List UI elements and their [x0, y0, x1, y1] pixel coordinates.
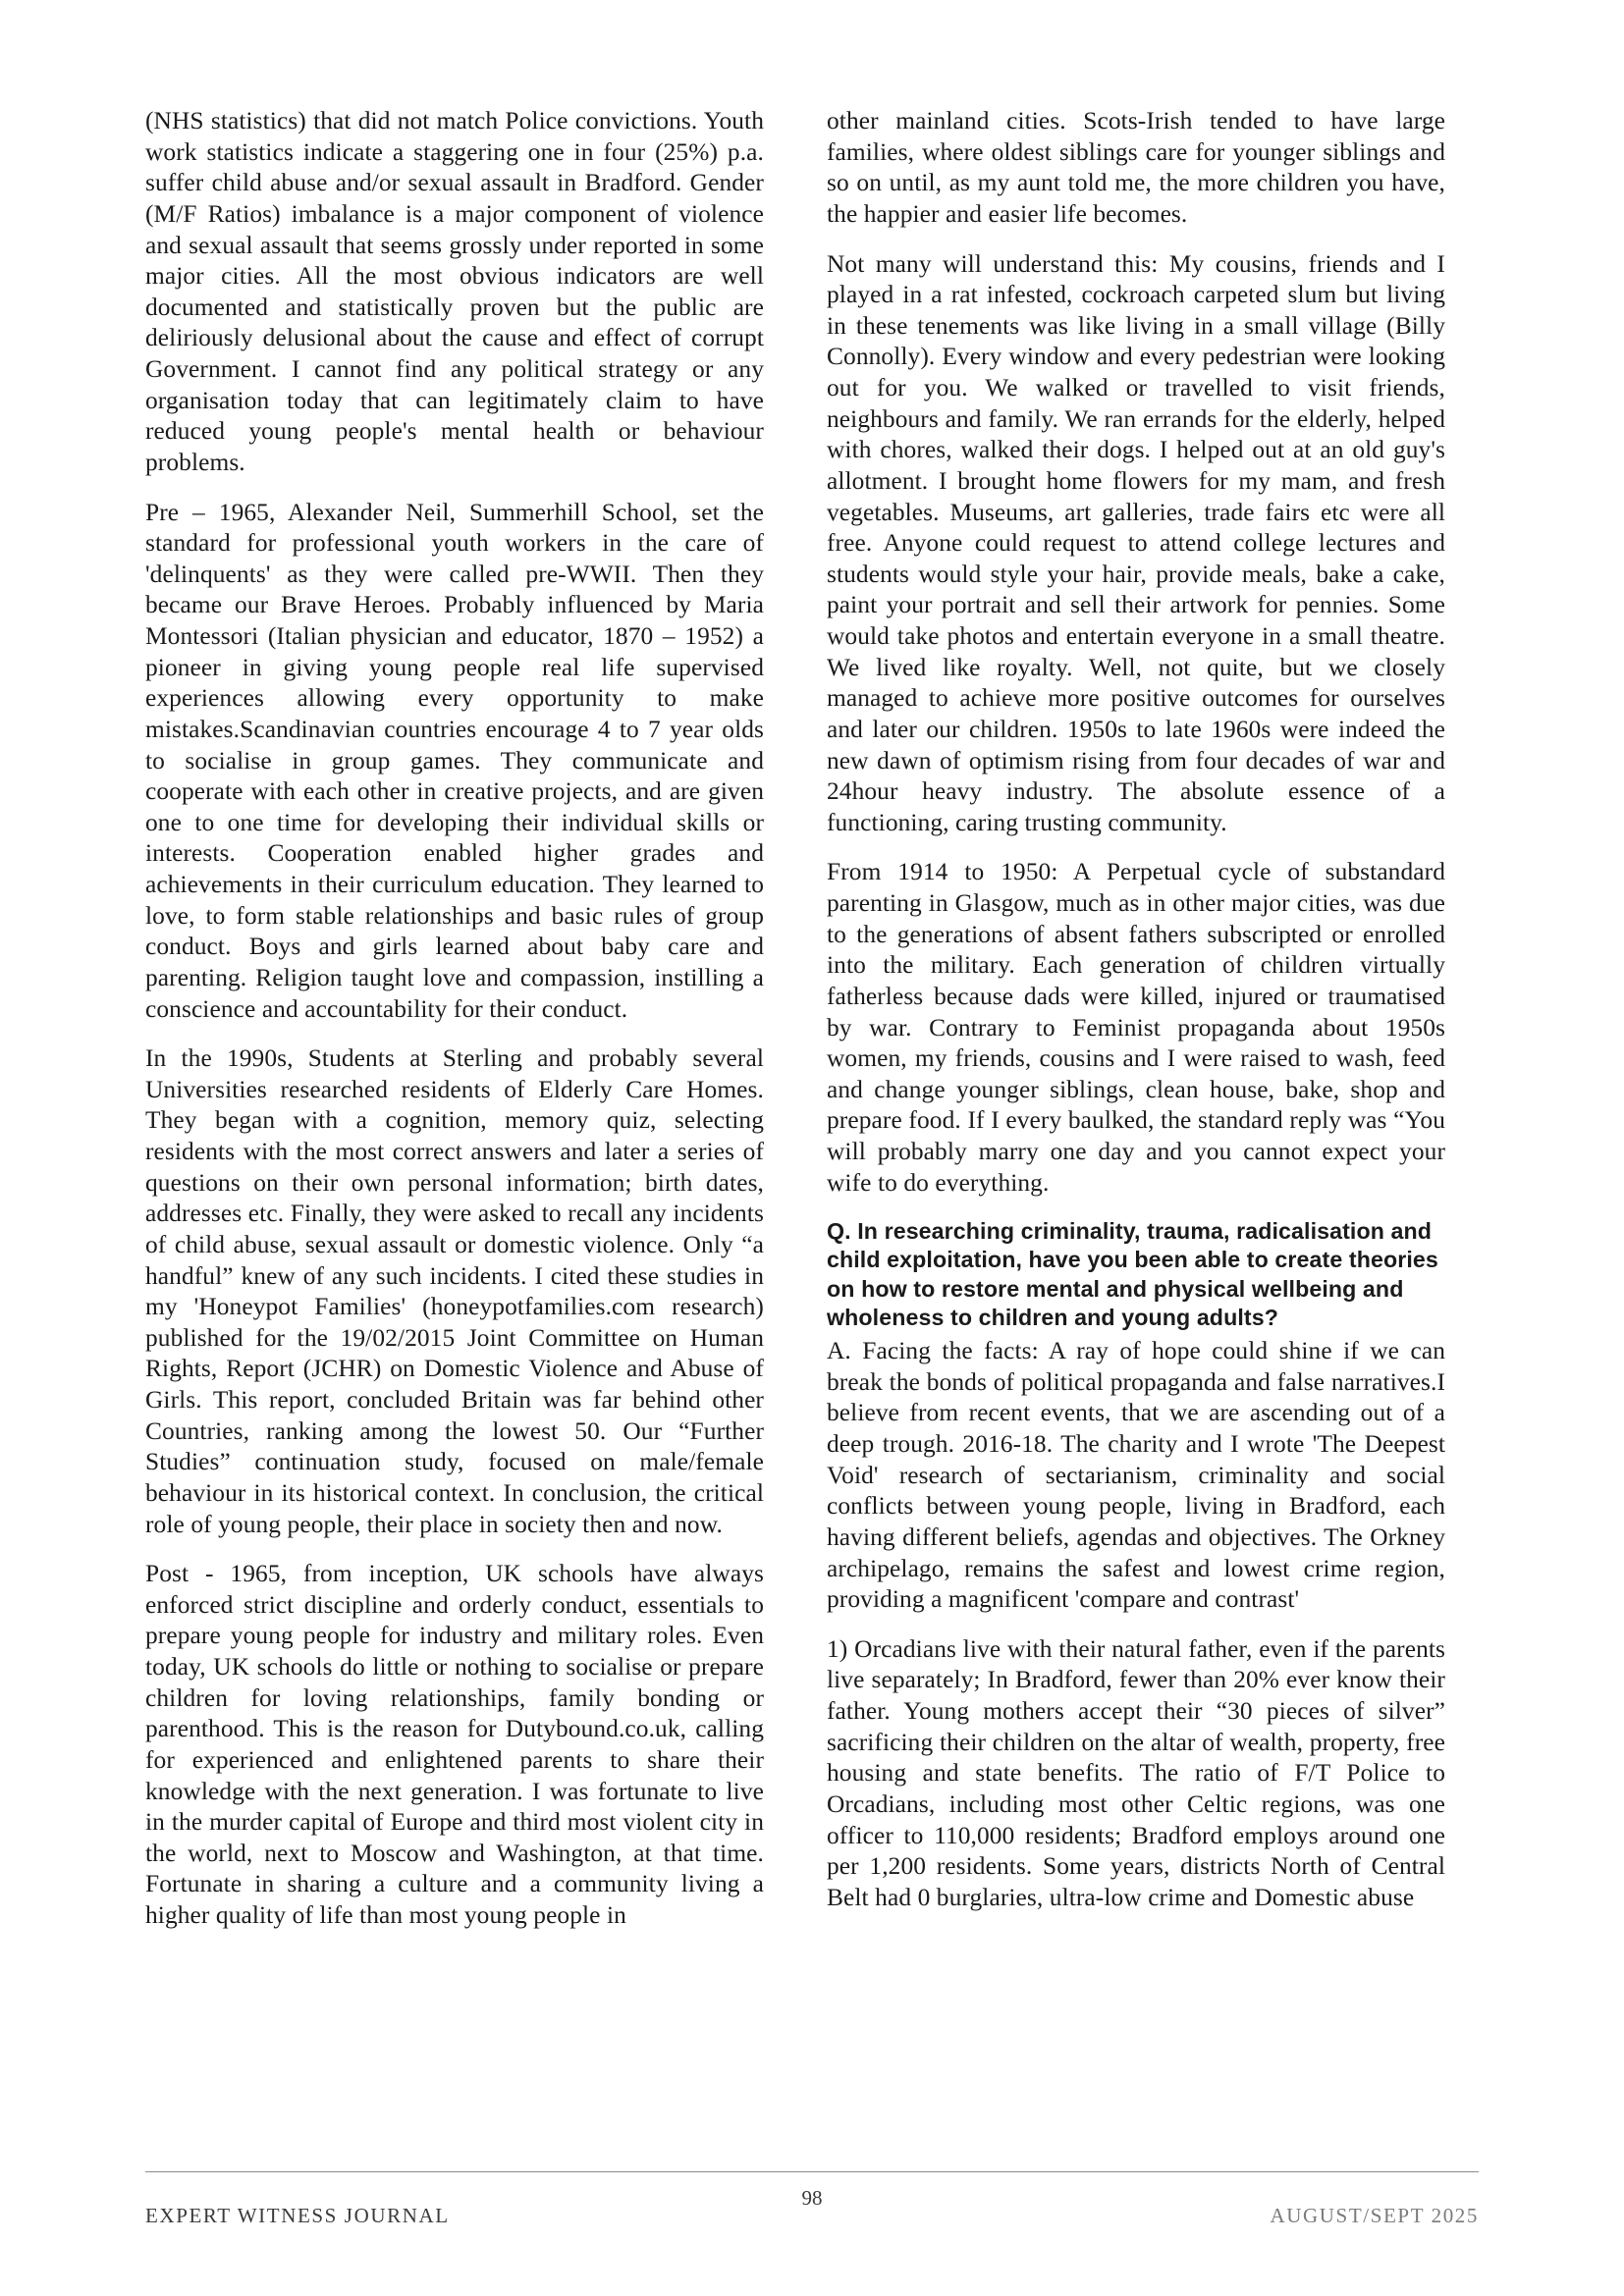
page-number: 98 [801, 2186, 823, 2210]
paragraph: In the 1990s, Students at Sterling and probably several Universities researched residents of Elderly Care Homes. They began with a cognition, memory quiz, selecting residents with the most correct answers and later a series of questions on their own personal information; birth dates, addresses etc. Finally, they were asked to recall any incidents of child abuse, sexual assault or domestic violence. Only “a handful” knew of any such incidents. I cited these studies in my 'Honeypot Families' (honeypotfamilies.com research) published for the 19/02/2015 Joint Committee on Human Rights, Report (JCHR) on Domestic Violence and Abuse of Girls. This report, concluded Britain was far behind other Countries, ranking among the lowest 50. Our “Further Studies” continuation study, focused on male/female behaviour in its historical context. In conclusion, the critical role of young people, their place in society then and now. [145, 1044, 764, 1538]
interview-answer: A. Facing the facts: A ray of hope could shine if we can break the bonds of political propaganda and false narratives.I believe from recent events, that we are ascending out of a deep trough. 2016-18. The charity and I wrote 'The Deepest Void' research of sectarianism, criminality and social conflicts between young people, living in Bradford, each having different beliefs, agendas and objectives. The Orkney archipelago, remains the safest and lowest crime region, providing a magnificent 'compare and contrast' [827, 1337, 1445, 1614]
paragraph: Post - 1965, from inception, UK schools have always enforced strict discipline and orderly conduct, essentials to prepare young people for industry and military roles. Even today, UK schools do little or nothing to socialise or prepare children for loving relationships, family bonding or parenthood. This is the reason for Dutybound.co.uk, calling for experienced and enlightened parents to share their knowledge with the next generation. I was fortunate to live in the murder capital of Europe and third most violent city in the world, next to Moscow and Washington, at that time. Fortunate in sharing a culture and a community living a higher quality of life than most young people in [145, 1560, 764, 1929]
paragraph: From 1914 to 1950: A Perpetual cycle of substandard parenting in Glasgow, much as in other major cities, was due to the generations of absent fathers subscripted or enrolled into the military. Each generation of children virtually fatherless because dads were killed, injured or traumatised by war. Contrary to Feminist propaganda about 1950s women, my friends, cousins and I were raised to wash, feed and change younger siblings, clean house, bake, shop and prepare food. If I every baulked, the standard reply was “You will probably marry one day and you cannot expect your wife to do everything. [827, 858, 1445, 1197]
paragraph: Not many will understand this: My cousins, friends and I played in a rat infested, cockroach carpeted slum but living in these tenements was like living in a small village (Billy Connolly). Every window and every pedestrian were looking out for you. We walked or travelled to visit friends, neighbours and family. We ran errands for the elderly, helped with chores, walked their dogs. I helped out at an old guy's allotment. I brought home flowers for my mam, and fresh vegetables. Museums, art galleries, trade fairs etc were all free. Anyone could request to attend college lectures and students would style your hair, provide meals, bake a cake, paint your portrait and sell their artwork for pennies. Some would take photos and entertain everyone in a small theatre. We lived like royalty. Well, not quite, but we closely managed to achieve more positive outcomes for ourselves and later our children. 1950s to late 1960s were indeed the new dawn of optimism rising from four decades of war and 24hour heavy industry. The absolute essence of a functioning, caring trusting community. [827, 249, 1445, 836]
footer-issue-date: AUGUST/SEPT 2025 [1270, 2203, 1479, 2227]
left-column [145, 106, 764, 2118]
footer-journal-title: EXPERT WITNESS JOURNAL [145, 2203, 450, 2227]
paragraph: other mainland cities. Scots-Irish tended to have large families, where oldest siblings care for younger siblings and so on until, as my aunt told me, the more children you have, the happier and easier life becomes. [827, 107, 1445, 228]
paragraph: 1) Orcadians live with their natural father, even if the parents live separately; In Bradford, fewer than 20% ever know their father. Young mothers accept their “30 pieces of silver” sacrificing their children on the altar of wealth, property, free housing and state benefits. The ratio of F/T Police to Orcadians, including most other Celtic regions, was one officer to 110,000 residents; Bradford employs around one per 1,200 residents. Some years, districts North of Central Belt had 0 burglaries, ultra-low crime and Domestic abuse [827, 1634, 1445, 1911]
paragraph: Pre – 1965, Alexander Neil, Summerhill School, set the standard for professional youth workers in the care of 'delinquents' as they were called pre-WWII. Then they became our Brave Heroes. Probably influenced by Maria Montessori (Italian physician and educator, 1870 – 1952) a pioneer in giving young people real life supervised experiences allowing every opportunity to make mistakes.Scandinavian countries encourage 4 to 7 year olds to socialise in group games. They communicate and cooperate with each other in creative projects, and are given one to one time for developing their individual skills or interests. Cooperation enabled higher grades and achievements in their curriculum education. They learned to love, to form stable relationships and basic rules of group conduct. Boys and girls learned about baby care and parenting. Religion taught love and compassion, instilling a conscience and accountability for their conduct. [145, 498, 764, 1023]
page-footer [145, 2171, 1479, 2245]
right-column [827, 106, 1445, 2118]
paragraph: (NHS statistics) that did not match Police convictions. Youth work statistics indicate a staggering one in four (25%) p.a. suffer child abuse and/or sexual assault in Bradford. Gender (M/F Ratios) imbalance is a major component of violence and sexual assault that seems grossly under reported in some major cities. All the most obvious indicators are well documented and statistically proven but the public are deliriously delusional about the cause and effect of corrupt Government. I cannot find any political strategy or any organisation today that can legitimately claim to have reduced young people's mental health or behaviour problems. [145, 107, 764, 476]
two-column-body [145, 106, 1479, 2118]
interview-question: Q. In researching criminality, trauma, radicalisation and child exploitation, have you been able to create theories on how to restore mental and physical wellbeing and wholeness to children and young adults? [827, 1218, 1438, 1330]
